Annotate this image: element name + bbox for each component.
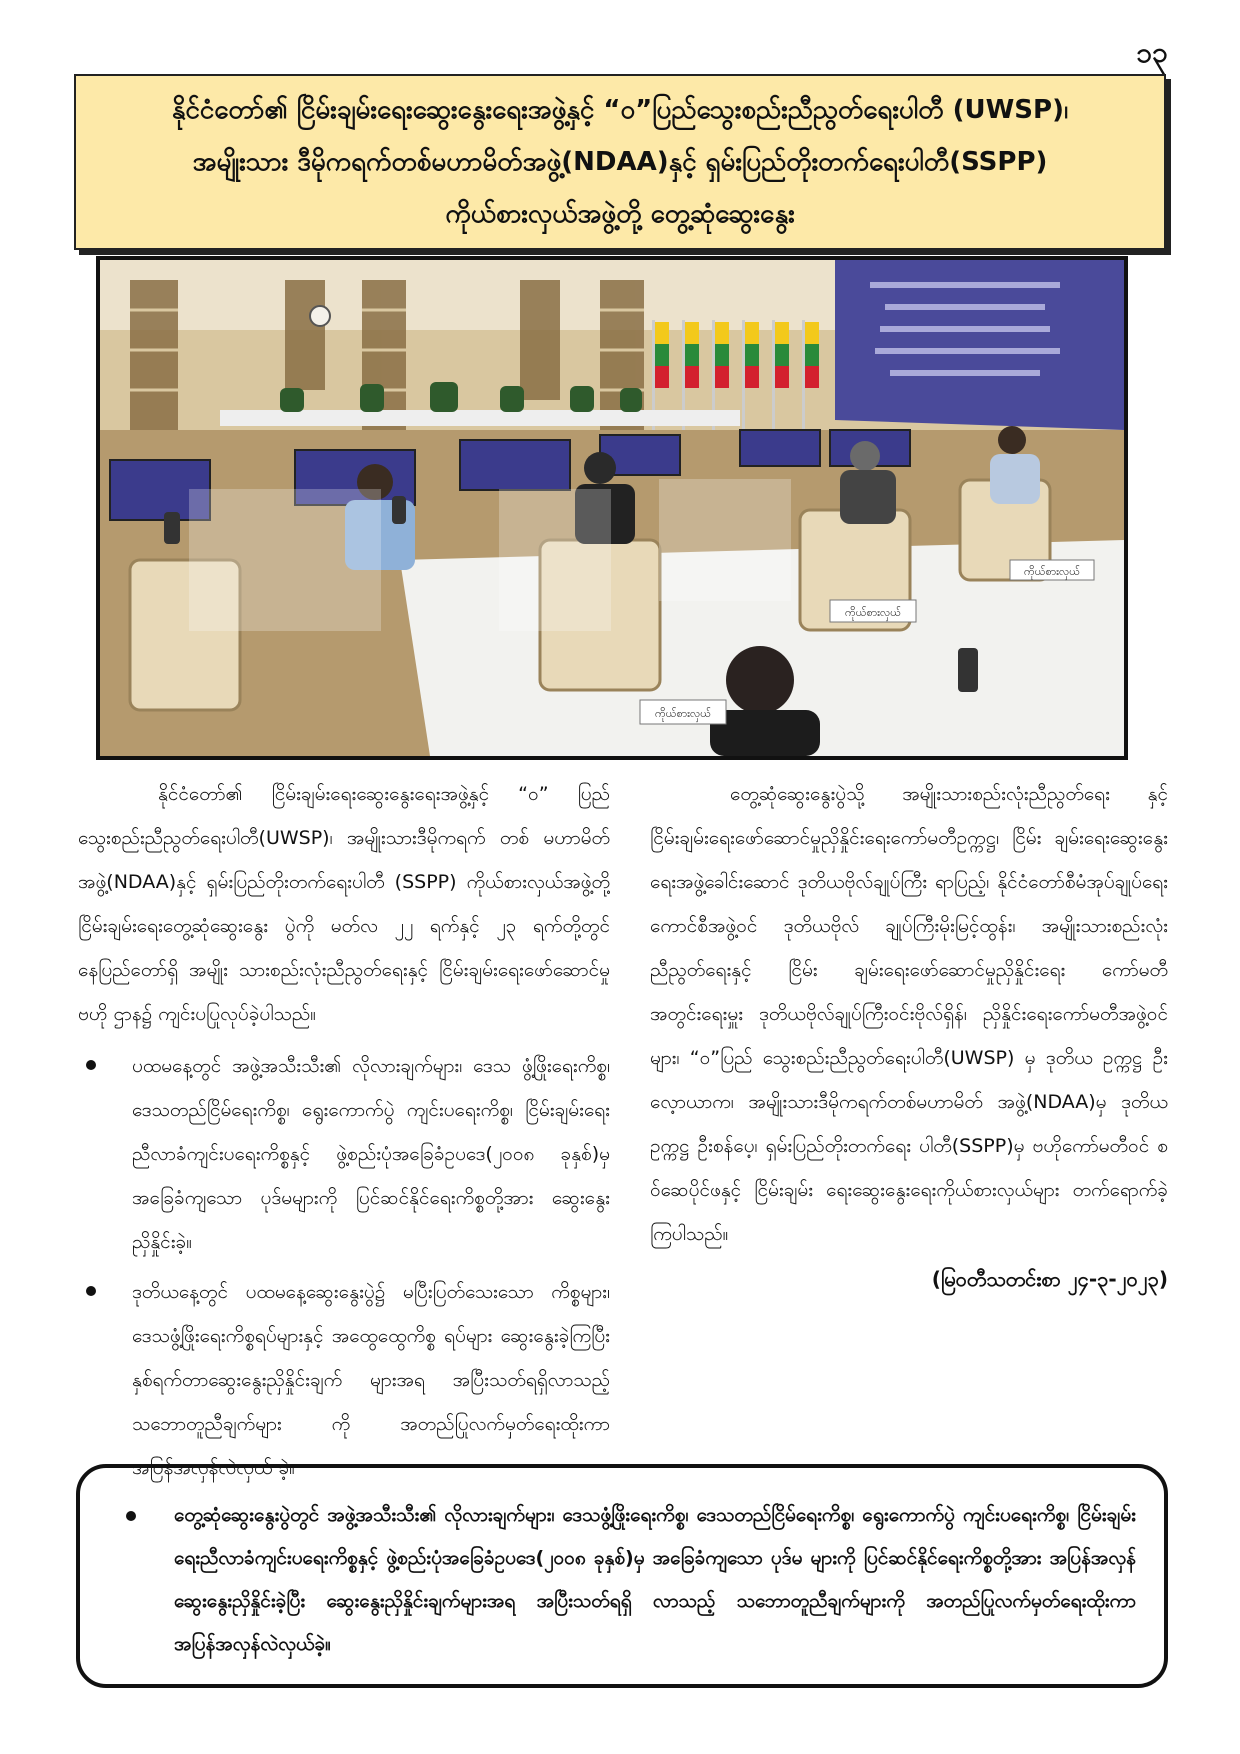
name-plate-text: ကိုယ်စားလှယ် (845, 606, 901, 619)
meeting-photo (96, 256, 1128, 760)
article-source: (မြဝတီသတင်းစာ ၂၄-၃-၂၀၂၃) (931, 1267, 1168, 1291)
page-number: ၁၃ (1136, 36, 1168, 69)
headline-line-2: အမျိုးသား ဒီမိုကရက်တစ်မဟာမိတ်အဖွဲ့(NDAA)နှင့် ရှမ်းပြည်တိုးတက်ရေးပါတီ(SSPP) (192, 147, 1048, 177)
headline-line-1: နိုင်ငံတော်၏ ငြိမ်းချမ်းရေးဆွေးနွေးရေးအဖွဲ့နှင့် “ဝ”ပြည်သွေးစည်းညီညွတ်ရေးပါတီ (UWSP)၊ (171, 95, 1069, 125)
wall-clock (310, 306, 330, 326)
article-bullet-1: ပထမနေ့တွင် အဖွဲ့အသီးသီး၏ လိုလားချက်များ၊ ဒေသ ဖွံ့ဖြိုးရေးကိစ္စ၊ ဒေသတည်ငြိမ်ရေးကိစ္စ၊ ရွေးကောက်ပွဲ ကျင်းပရေးကိစ္စ၊ ငြိမ်းချမ်းရေးညီလာခံကျင်းပရေးကိစ္စနှင့် ဖွဲ့စည်းပုံအခြေခံဥပဒေ(၂၀၀၈ ခုနှစ်)မှ အခြေခံကျသော ပုဒ်မများကို ပြင်ဆင်နိုင်ရေးကိစ္စတို့အား ဆွေးနွေးညှိနှိုင်းခဲ့။ (78, 1044, 610, 1264)
article-intro: နိုင်ငံတော်၏ ငြိမ်းချမ်းရေးဆွေးနွေးရေးအဖွဲ့နှင့် “ဝ” ပြည် သွေးစည်းညီညွတ်ရေးပါတီ(UWSP)၊ အမျိုးသားဒီမိုကရက် တစ် မဟာမိတ်အဖွဲ့(NDAA)နှင့် ရှမ်းပြည်တိုးတက်ရေးပါတီ (SSPP) ကိုယ်စားလှယ်အဖွဲ့တို့ ငြိမ်းချမ်းရေးတွေ့ဆုံဆွေးနွေး ပွဲကို မတ်လ ၂၂ ရက်နှင့် ၂၃ ရက်တို့တွင် နေပြည်တော်ရှိ အမျိုး သားစည်းလုံးညီညွတ်ရေးနှင့် ငြိမ်းချမ်းရေးဖော်ဆောင်မှုဗဟို ဌာန၌ ကျင်းပပြုလုပ်ခဲ့ပါသည်။ (78, 783, 610, 1025)
head-table (220, 410, 740, 426)
article-attendees-paragraph: တွေ့ဆုံဆွေးနွေးပွဲသို့ အမျိုးသားစည်းလုံးညီညွတ်ရေး နှင့် ငြိမ်းချမ်းရေးဖော်ဆောင်မှုညှိနှိုင်းရေးကော်မတီဥက္ကဋ္ဌ၊ ငြိမ်း ချမ်းရေးဆွေးနွေးရေးအဖွဲ့ခေါင်းဆောင် ဒုတိယဗိုလ်ချုပ်ကြီး ရာပြည့်၊ နိုင်ငံတော်စီမံအုပ်ချုပ်ရေးကောင်စီအဖွဲ့ဝင် ဒုတိယဗိုလ် ချုပ်ကြီးမိုးမြင့်ထွန်း၊ အမျိုးသားစည်းလုံးညီညွတ်ရေးနှင့် ငြိမ်း ချမ်းရေးဖော်ဆောင်မှုညှိနှိုင်းရေး ကော်မတီအတွင်းရေးမှူး ဒုတိယဗိုလ်ချုပ်ကြီးဝင်းဗိုလ်ရှိန်၊ ညှိနှိုင်းရေးကော်မတီအဖွဲ့ဝင် များ၊ “ဝ”ပြည် သွေးစည်းညီညွတ်ရေးပါတီ(UWSP) မှ ဒုတိယ ဥက္ကဋ္ဌ ဦးလေ့ာယာက၊ အမျိုးသားဒီမိုကရက်တစ်မဟာမိတ် အဖွဲ့(NDAA)မှ ဒုတိယဥက္ကဋ္ဌ ဦးစန်ပေ့၊ ရှမ်းပြည်တိုးတက်ရေး ပါတီ(SSPP)မှ ဗဟိုကော်မတီဝင် စဝ်ဆေပိုင်ဖနှင့် ငြိမ်းချမ်း ရေးဆွေးနွေးရေးကိုယ်စားလှယ်များ တက်ရောက်ခဲ့ကြပါသည်။ (650, 783, 1168, 1245)
headline-box (74, 74, 1166, 250)
name-plate-text: ကိုယ်စားလှယ် (655, 707, 711, 720)
article-right-column (650, 772, 1168, 1296)
article-left-column (78, 772, 610, 1496)
name-plate-text: ကိုယ်စားလှယ် (1024, 565, 1080, 578)
article-bullet-2: ဒုတိယနေ့တွင် ပထမနေ့ဆွေးနွေးပွဲ၌ မပြီးပြတ်သေးသော ကိစ္စများ၊ ဒေသဖွံ့ဖြိုးရေးကိစ္စရပ်များနှင့် အထွေထွေကိစ္စ ရပ်များ ဆွေးနွေးခဲ့ကြပြီး နှစ်ရက်တာဆွေးနွေးညှိနှိုင်းချက် များအရ အပြီးသတ်ရရှိလာသည့် သဘောတူညီချက်များ ကို အတည်ပြုလက်မှတ်ရေးထိုးကာ အပြန်အလှန်လဲလှယ် ခဲ့။ (78, 1270, 610, 1490)
summary-box (76, 1464, 1168, 1688)
meeting-photo-illustration (100, 260, 1124, 756)
article-bullets (78, 1044, 610, 1490)
summary-bullet: တွေ့ဆုံဆွေးနွေးပွဲတွင် အဖွဲ့အသီးသီး၏ လိုလားချက်များ၊ ဒေသဖွံ့ဖြိုးရေးကိစ္စ၊ ဒေသတည်ငြိမ်ရေးကိစ္စ၊ ရွေးကောက်ပွဲ ကျင်းပရေးကိစ္စ၊ ငြိမ်းချမ်းရေးညီလာခံကျင်းပရေးကိစ္စနှင့် ဖွဲ့စည်းပုံအခြေခံဥပဒေ(၂၀၀၈ ခုနှစ်)မှ အခြေခံကျသော ပုဒ်မ များကို ပြင်ဆင်နိုင်ရေးကိစ္စတို့အား အပြန်အလှန် ဆွေးနွေးညှိနှိုင်းခဲ့ပြီး ဆွေးနွေးညှိနှိုင်းချက်များအရ အပြီးသတ်ရရှိ လာသည့် သဘောတူညီချက်များကို အတည်ပြုလက်မှတ်ရေးထိုးကာ အပြန်အလှန်လဲလှယ်ခဲ့။ (126, 1494, 1136, 1666)
summary-bullets (126, 1494, 1136, 1666)
headline-line-3: ကိုယ်စားလှယ်အဖွဲ့တို့ တွေ့ဆုံဆွေးနွေး (445, 199, 795, 229)
